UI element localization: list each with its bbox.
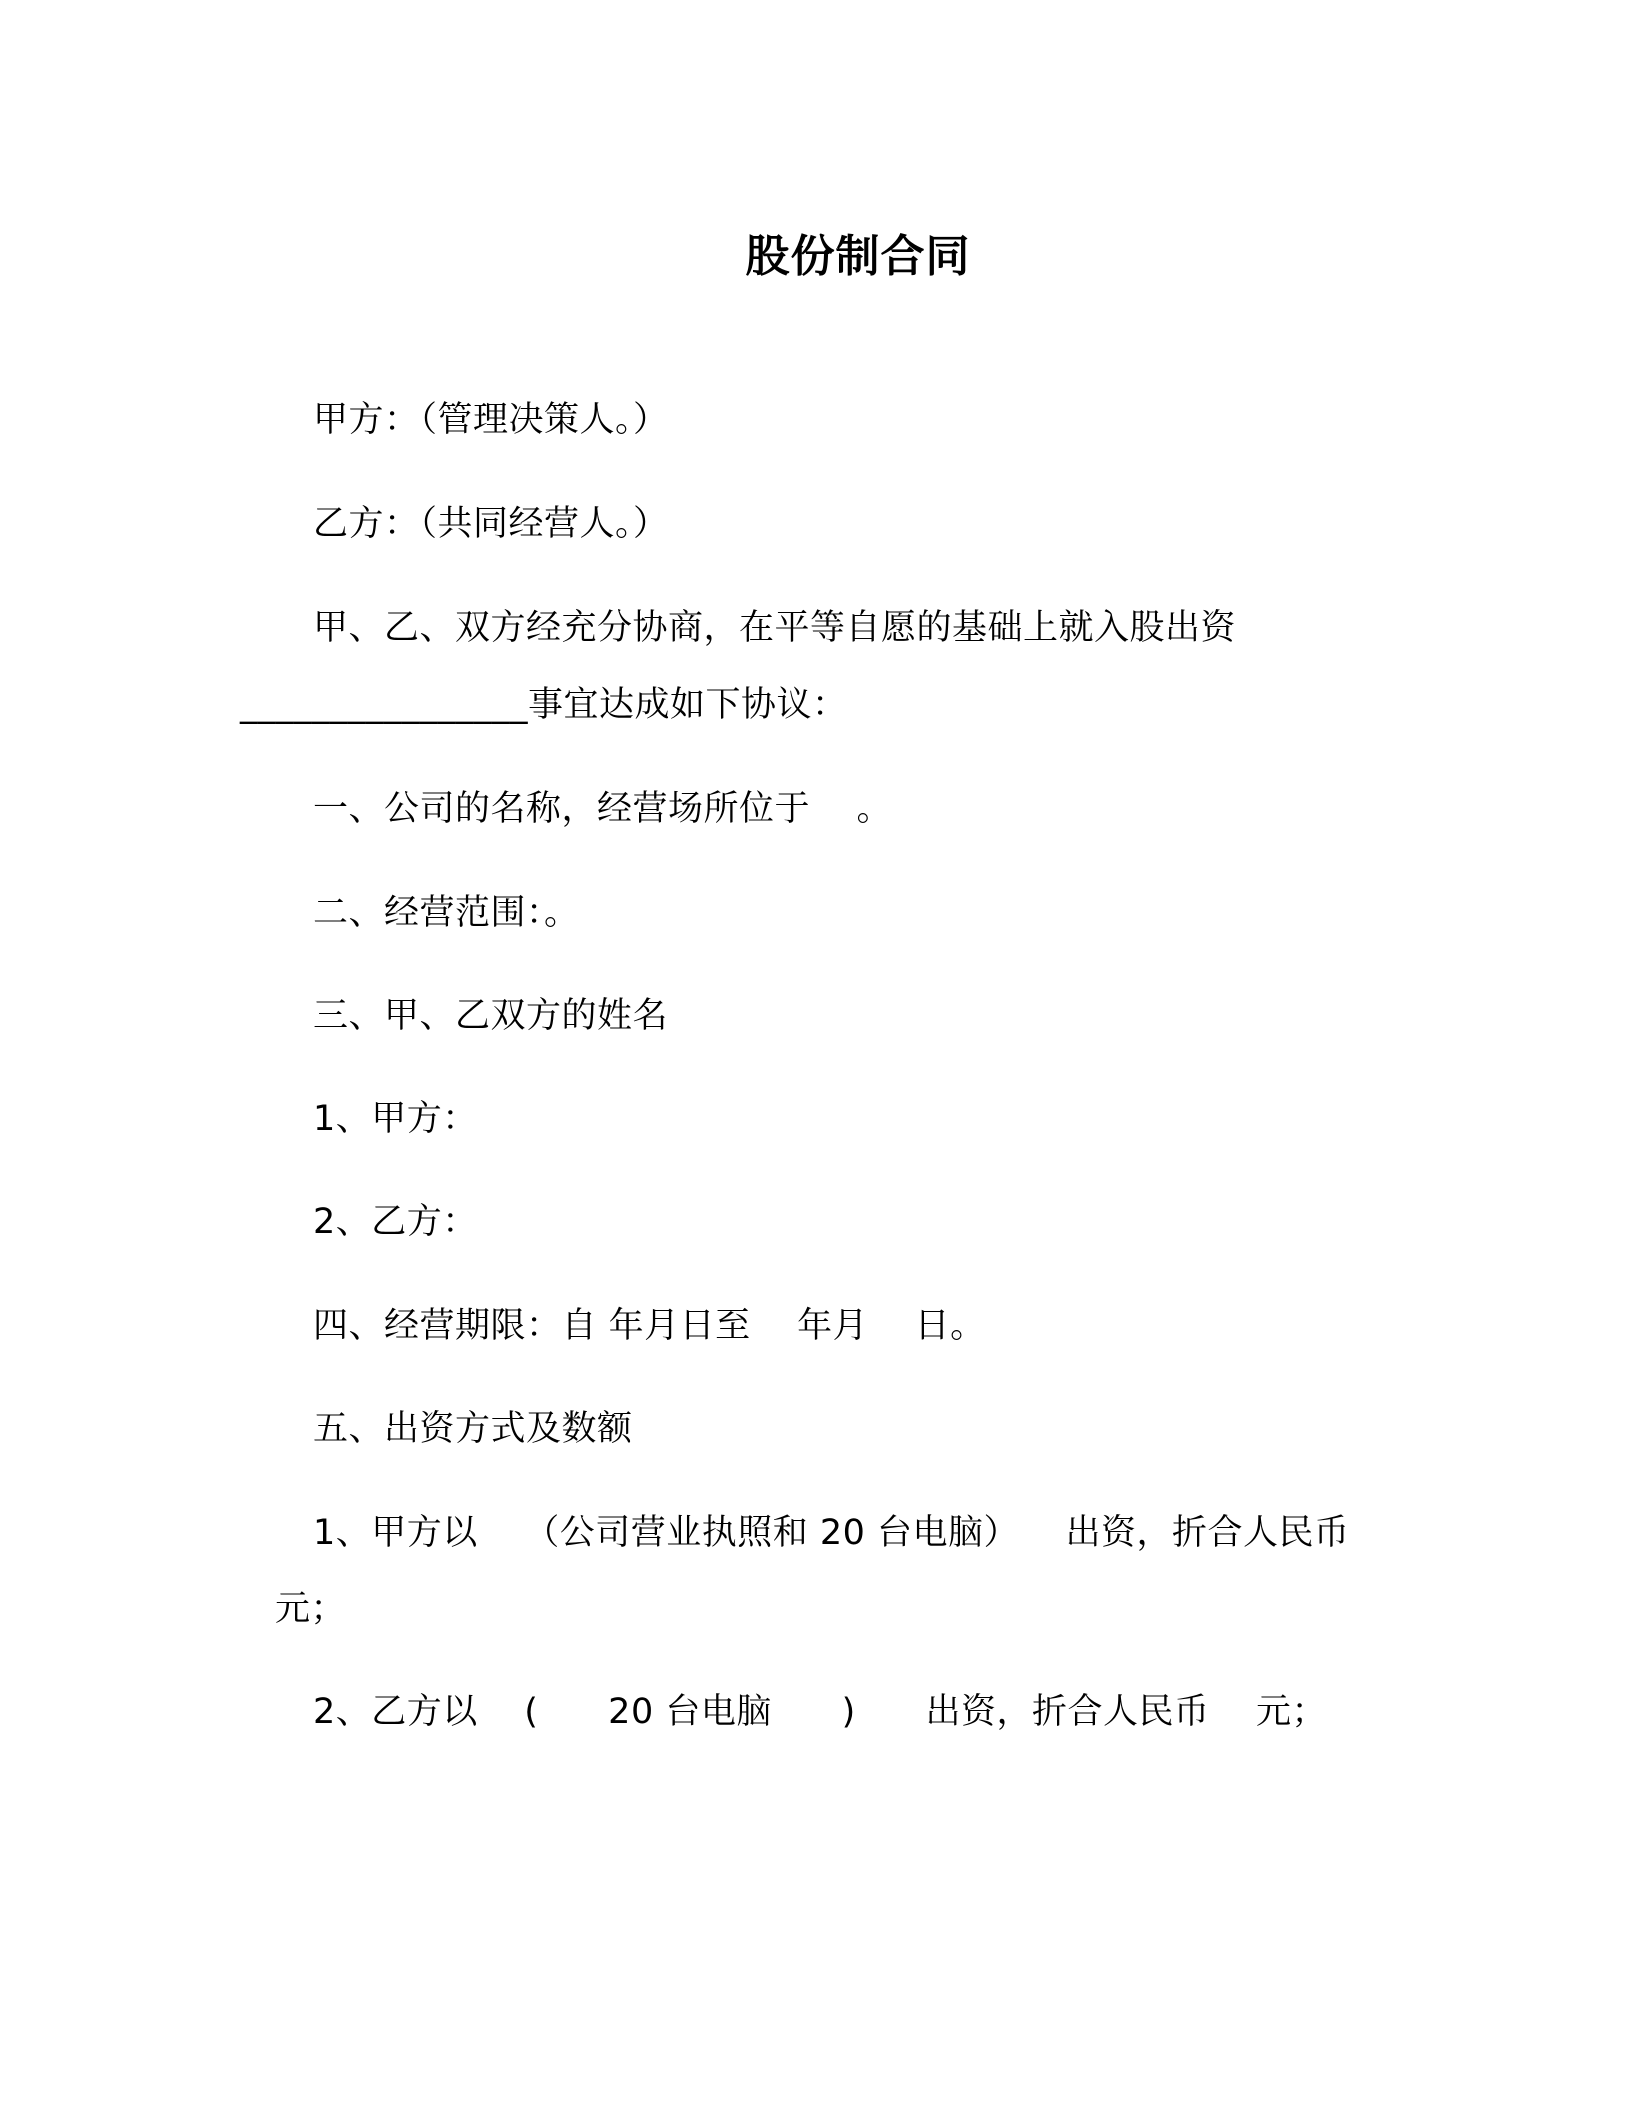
- clause-3: 三、甲、乙双方的姓名: [313, 996, 669, 1036]
- clause-4: 四、经营期限：自 年月日至 年月 日。: [313, 1306, 986, 1346]
- preamble-line-2: ________________事宜达成如下协议：: [240, 685, 848, 725]
- clause-5-item-1-line-1: 1、甲方以 （公司营业执照和 20 台电脑） 出资，折合人民币: [313, 1513, 1350, 1553]
- clause-5: 五、出资方式及数额: [313, 1409, 633, 1449]
- preamble-line-1: 甲、乙、双方经充分协商，在平等自愿的基础上就入股出资: [313, 608, 1237, 648]
- clause-3-item-2: 2、乙方：: [313, 1202, 478, 1242]
- document-title: 股份制合同: [745, 231, 971, 282]
- clause-2: 二、经营范围：。: [313, 893, 580, 933]
- party-a-line: 甲方：（管理决策人。）: [313, 400, 669, 440]
- party-b-line: 乙方：（共同经营人。）: [313, 504, 669, 544]
- clause-5-item-1-line-2: 元；: [275, 1589, 347, 1629]
- clause-1: 一、公司的名称，经营场所位于 。: [313, 789, 893, 829]
- clause-3-item-1: 1、甲方：: [313, 1099, 478, 1139]
- clause-5-item-2: 2、乙方以 ( 20 台电脑 ) 出资，折合人民币 元；: [313, 1692, 1328, 1732]
